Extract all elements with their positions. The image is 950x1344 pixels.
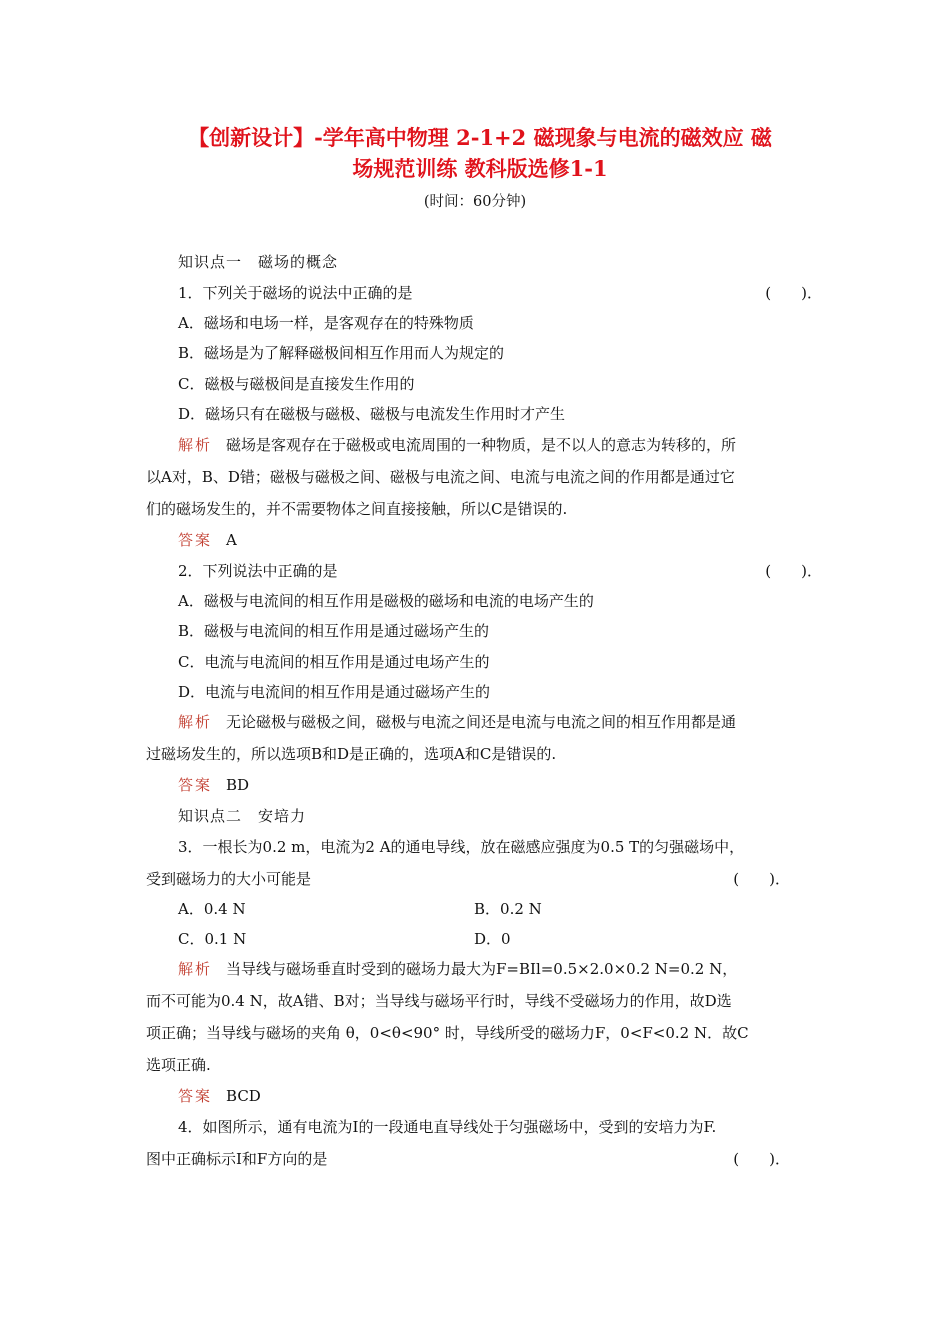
q1-option-a: A．磁场和电场一样，是客观存在的特殊物质 bbox=[178, 314, 474, 332]
q3-analysis-line-2: 而不可能为0.4 N，故A错、B对；当导线与磁场平行时，导线不受磁场力的作用，故D选 bbox=[146, 992, 732, 1010]
q1-option-d: D．磁场只有在磁极与磁极、磁极与电流发生作用时才产生 bbox=[178, 405, 566, 423]
q3-analysis-line-4: 选项正确. bbox=[146, 1056, 211, 1074]
q3-analysis-line-1: 解析 当导线与磁场垂直时受到的磁场力最大为F=BIl=0.5×2.0×0.2 N=0.2 N， bbox=[178, 960, 738, 978]
analysis-label: 解析 bbox=[178, 713, 213, 731]
q3-option-a: A．0.4 N bbox=[178, 900, 246, 918]
section-heading-1: 知识点一 磁场的概念 bbox=[178, 253, 339, 271]
q1-analysis-line-3: 们的磁场发生的，并不需要物体之间直接接触，所以C是错误的. bbox=[146, 500, 568, 518]
q3-option-b: B．0.2 N bbox=[474, 900, 542, 918]
q3-answer: 答案 BCD bbox=[178, 1087, 261, 1105]
q1-answer: 答案 A bbox=[178, 531, 237, 549]
title-line-2: 场规范训练 教科版选修1-1 bbox=[352, 156, 608, 181]
analysis-label: 解析 bbox=[178, 960, 213, 978]
q3-options-row-2 bbox=[178, 929, 848, 949]
question-2-stem: 2．下列说法中正确的是 bbox=[178, 562, 338, 580]
time-limit: (时间：60分钟) bbox=[423, 194, 527, 210]
question-3-line-1: 3．一根长为0.2 m，电流为2 A的通电导线，放在磁感应强度为0.5 T的匀强磁场中， bbox=[178, 838, 745, 856]
q2-option-a: A．磁极与电流间的相互作用是磁极的磁场和电流的电场产生的 bbox=[178, 592, 594, 610]
q1-analysis-line-2: 以A对，B、D错；磁极与磁极之间、磁极与电流之间、电流与电流之间的作用都是通过它 bbox=[146, 468, 735, 486]
q2-answer: 答案 BD bbox=[178, 776, 250, 794]
answer-label: 答案 bbox=[178, 1087, 213, 1105]
answer-label: 答案 bbox=[178, 776, 213, 794]
analysis-label: 解析 bbox=[178, 436, 213, 454]
q3-option-d: D．0 bbox=[474, 930, 511, 948]
document-title bbox=[110, 122, 850, 184]
question-3-line-2: 受到磁场力的大小可能是 ( )． bbox=[146, 870, 790, 888]
answer-label: 答案 bbox=[178, 531, 213, 549]
q3-option-c: C．0.1 N bbox=[178, 930, 247, 948]
q2-option-b: B．磁极与电流间的相互作用是通过磁场产生的 bbox=[178, 622, 490, 640]
q1-option-c: C．磁极与磁极间是直接发生作用的 bbox=[178, 375, 415, 393]
q2-analysis-line-1: 解析 无论磁极与磁极之间，磁极与电流之间还是电流与电流之间的相互作用都是通 bbox=[178, 713, 737, 731]
q2-option-d: D．电流与电流间的相互作用是通过磁场产生的 bbox=[178, 683, 491, 701]
q3-options-row-1 bbox=[178, 899, 848, 919]
q2-analysis-line-2: 过磁场发生的，所以选项B和D是正确的，选项A和C是错误的. bbox=[146, 745, 557, 763]
title-line-1: 【创新设计】-学年高中物理 2-1+2 磁现象与电流的磁效应 磁 bbox=[188, 125, 772, 150]
q2-option-c: C．电流与电流间的相互作用是通过电场产生的 bbox=[178, 653, 490, 671]
question-4-line-1: 4．如图所示，通有电流为I的一段通电直导线处于匀强磁场中，受到的安培力为F. bbox=[178, 1118, 717, 1136]
answer-blank: ( )． bbox=[733, 870, 790, 888]
answer-blank: ( )． bbox=[765, 284, 822, 302]
section-heading-2: 知识点二 安培力 bbox=[178, 807, 307, 825]
question-1 bbox=[178, 283, 848, 303]
q1-analysis-line-1: 解析 磁场是客观存在于磁极或电流周围的一种物质，是不以人的意志为转移的，所 bbox=[178, 436, 737, 454]
question-1-stem: 1．下列关于磁场的说法中正确的是 bbox=[178, 284, 413, 302]
question-2 bbox=[178, 561, 848, 581]
question-4-line-2: 图中正确标示I和F方向的是 ( )． bbox=[146, 1150, 790, 1168]
q3-analysis-line-3: 项正确；当导线与磁场的夹角 θ，0<θ<90° 时，导线所受的磁场力F，0<F<0.2 N．故C bbox=[146, 1024, 749, 1042]
answer-blank: ( )． bbox=[733, 1150, 790, 1168]
q1-option-b: B．磁场是为了解释磁极间相互作用而人为规定的 bbox=[178, 344, 505, 362]
answer-blank: ( )． bbox=[765, 562, 822, 580]
